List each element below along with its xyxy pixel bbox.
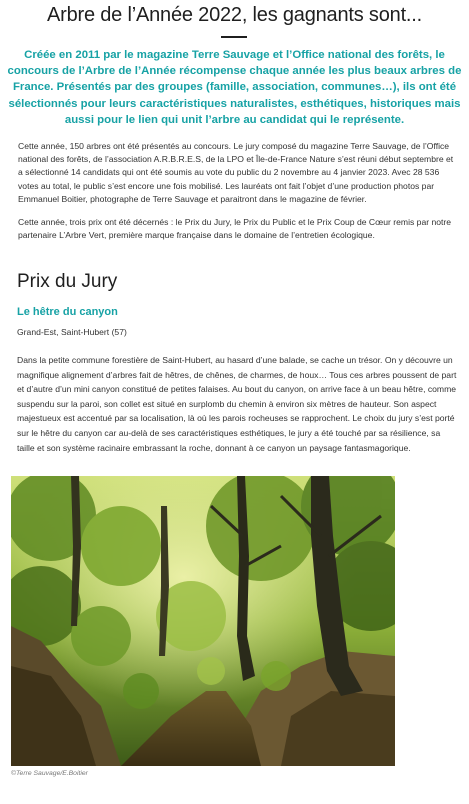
article-paragraph-2: Cette année, trois prix ont été décernés : le Prix du Jury, le Prix du Public et le Prix Coup de Cœur remis par notre partenaire L’Arbre Vert, première marque française dans le domaine de l’entretien écologique. bbox=[18, 217, 452, 241]
tree-photo bbox=[11, 476, 395, 766]
photo-credit: ©Terre Sauvage/E.Boitier bbox=[11, 770, 88, 777]
article-title: Arbre de l’Année 2022, les gagnants sont... bbox=[47, 4, 422, 26]
tree-name: Le hêtre du canyon bbox=[17, 306, 118, 318]
article-intro: Créée en 2011 par le magazine Terre Sauvage et l’Office national des forêts, le concours de l’Arbre de l’Année récompense chaque année les plus beaux arbres de France. Présentés par des groupes (famille, association, communes…), ils ont été sélectionnés pour leurs caractéristiques naturalistes, esthétiques, historiques mais aussi pour le lien qui unit l’arbre au candidat qui le représente. bbox=[7, 49, 462, 126]
tree-location: Grand-Est, Saint-Hubert (57) bbox=[17, 327, 127, 337]
article-paragraph-1: Cette année, 150 arbres ont été présentés au concours. Le jury composé du magazine Terre Sauvage, de l’Office national des forêts, de l’association A.R.B.R.E.S, de la LPO et Île-de-France Nature s’est réuni début septembre et a sélectionné 14 candidats qui ont été soumis au vote du public du 2 novembre au 4 janvier 2023. Avec 28 536 votes au total, le public s’est encore une fois mobilisé. Les lauréats ont fait l’objet d’une production photos par Emmanuel Boitier, photographe de Terre Sauvage et paraitront dans le magazine de février. bbox=[18, 141, 454, 204]
tree-description: Dans la petite commune forestière de Saint-Hubert, au hasard d’une balade, se cache un trésor. On y découvre un magnifique alignement d’arbres fait de hêtres, de chênes, de charmes, de houx… Tous ces arbres poussent de part et d’autre d’un mini canyon constitué de petites falaises. Au bout du canyon, on arrive face à un beau hêtre, comme suspendu sur la paroi, son collet est situé en surplomb du chemin à environ six mètres de hauteur. Son aspect majestueux est accentué par sa localisation, là où les parois rocheuses se rapprochent. Le choix du jury s’est porté sur le hêtre du canyon car au-delà de ses caractéristiques esthétiques, le jury a été touché par sa résilience, sa taille et son système racinaire embrassant la roche, donnant à ce canyon un paysage fantasmagorique. bbox=[17, 355, 457, 453]
title-divider bbox=[221, 36, 247, 38]
section-heading-jury: Prix du Jury bbox=[17, 271, 118, 292]
